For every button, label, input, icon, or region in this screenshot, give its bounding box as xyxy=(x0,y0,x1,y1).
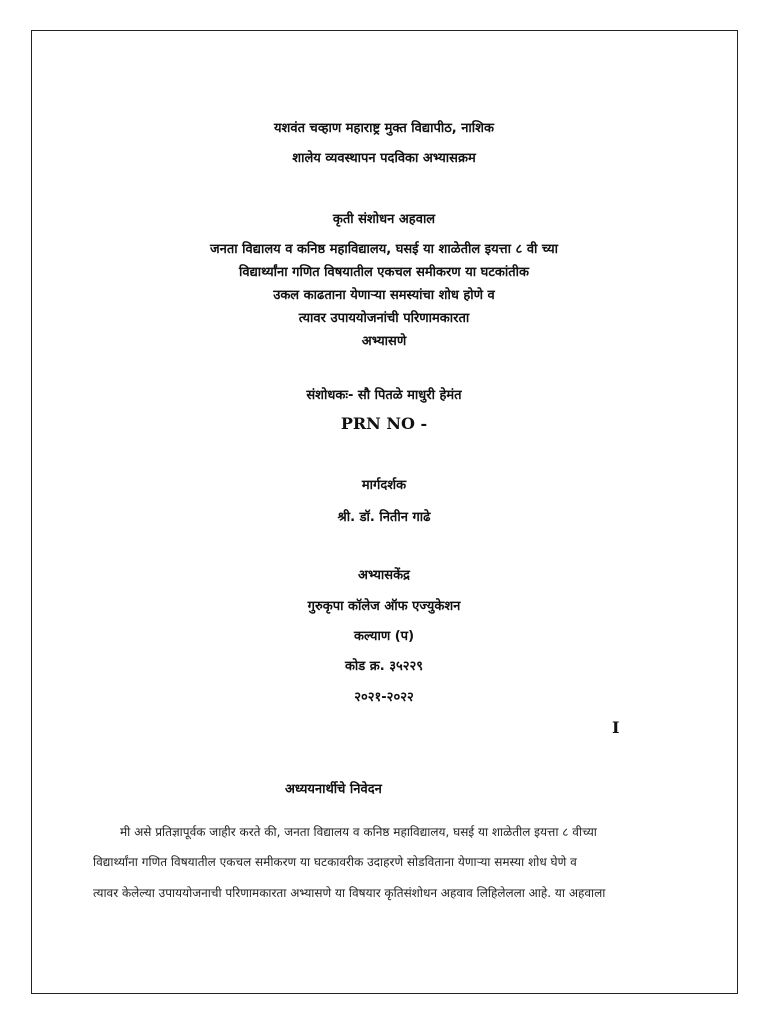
researcher-name: संशोधकः- सौ पितळे माधुरी हेमंत xyxy=(306,388,462,403)
declaration-heading: अध्ययनार्थीचे निवेदन xyxy=(285,782,382,797)
report-title-line: उकल काढताना येणाऱ्या समस्यांचा शोध होणे व xyxy=(273,288,495,303)
report-title-line: अभ्यासणे xyxy=(361,334,407,349)
declaration-line: त्यावर केलेल्या उपाययोजनाची परिणामकारता अभ्यासणे या विषयार कृतिसंशोधन अहवाव लिहिलेलला आहे. या अहवाला xyxy=(93,886,606,900)
report-type: कृती संशोधन अहवाल xyxy=(332,212,436,227)
academic-year: २०२१-२०२२ xyxy=(354,690,414,705)
centre-code: कोड क्र. ३५२२९ xyxy=(344,659,424,674)
centre-city: कल्याण (प) xyxy=(353,629,415,644)
declaration-line: विद्यार्थ्यांना गणित विषयातील एकचल समीकरण या घटकावरीक उदाहरणे सोडविताना येणाऱ्या समस्या शोध घेणे व xyxy=(93,855,577,869)
guide-label: मार्गदर्शक xyxy=(361,478,407,493)
report-title-line: त्यावर उपाययोजनांची परिणामकारता xyxy=(298,311,470,326)
centre-label: अभ्यासकेंद्र xyxy=(358,568,410,583)
course-name: शालेय व्यवस्थापन पदविका अभ्यासक्रम xyxy=(292,151,476,166)
centre-name: गुरुकृपा कॉलेज ऑफ एज्युकेशन xyxy=(307,599,461,614)
report-title-line: जनता विद्यालय व कनिष्ठ महाविद्यालय, घसई या शाळेतील इयत्ता ८ वी च्या xyxy=(210,242,558,257)
guide-name: श्री. डॉ. नितीन गाढे xyxy=(337,510,431,525)
page-number: I xyxy=(612,718,620,737)
declaration-line: मी असे प्रतिज्ञापूर्वक जाहीर करते की, जनता विद्यालय व कनिष्ठ महाविद्यालय, घसई या शाळेतील इयत्ता ८ वीच्या xyxy=(120,825,597,839)
prn-number: PRN NO - xyxy=(340,414,428,433)
report-title-line: विद्यार्थ्यांना गणित विषयातील एकचल समीकरण या घटकांतीक xyxy=(238,265,530,280)
university-name: यशवंत चव्हाण महाराष्ट्र मुक्त विद्यापीठ, नाशिक xyxy=(274,121,494,136)
